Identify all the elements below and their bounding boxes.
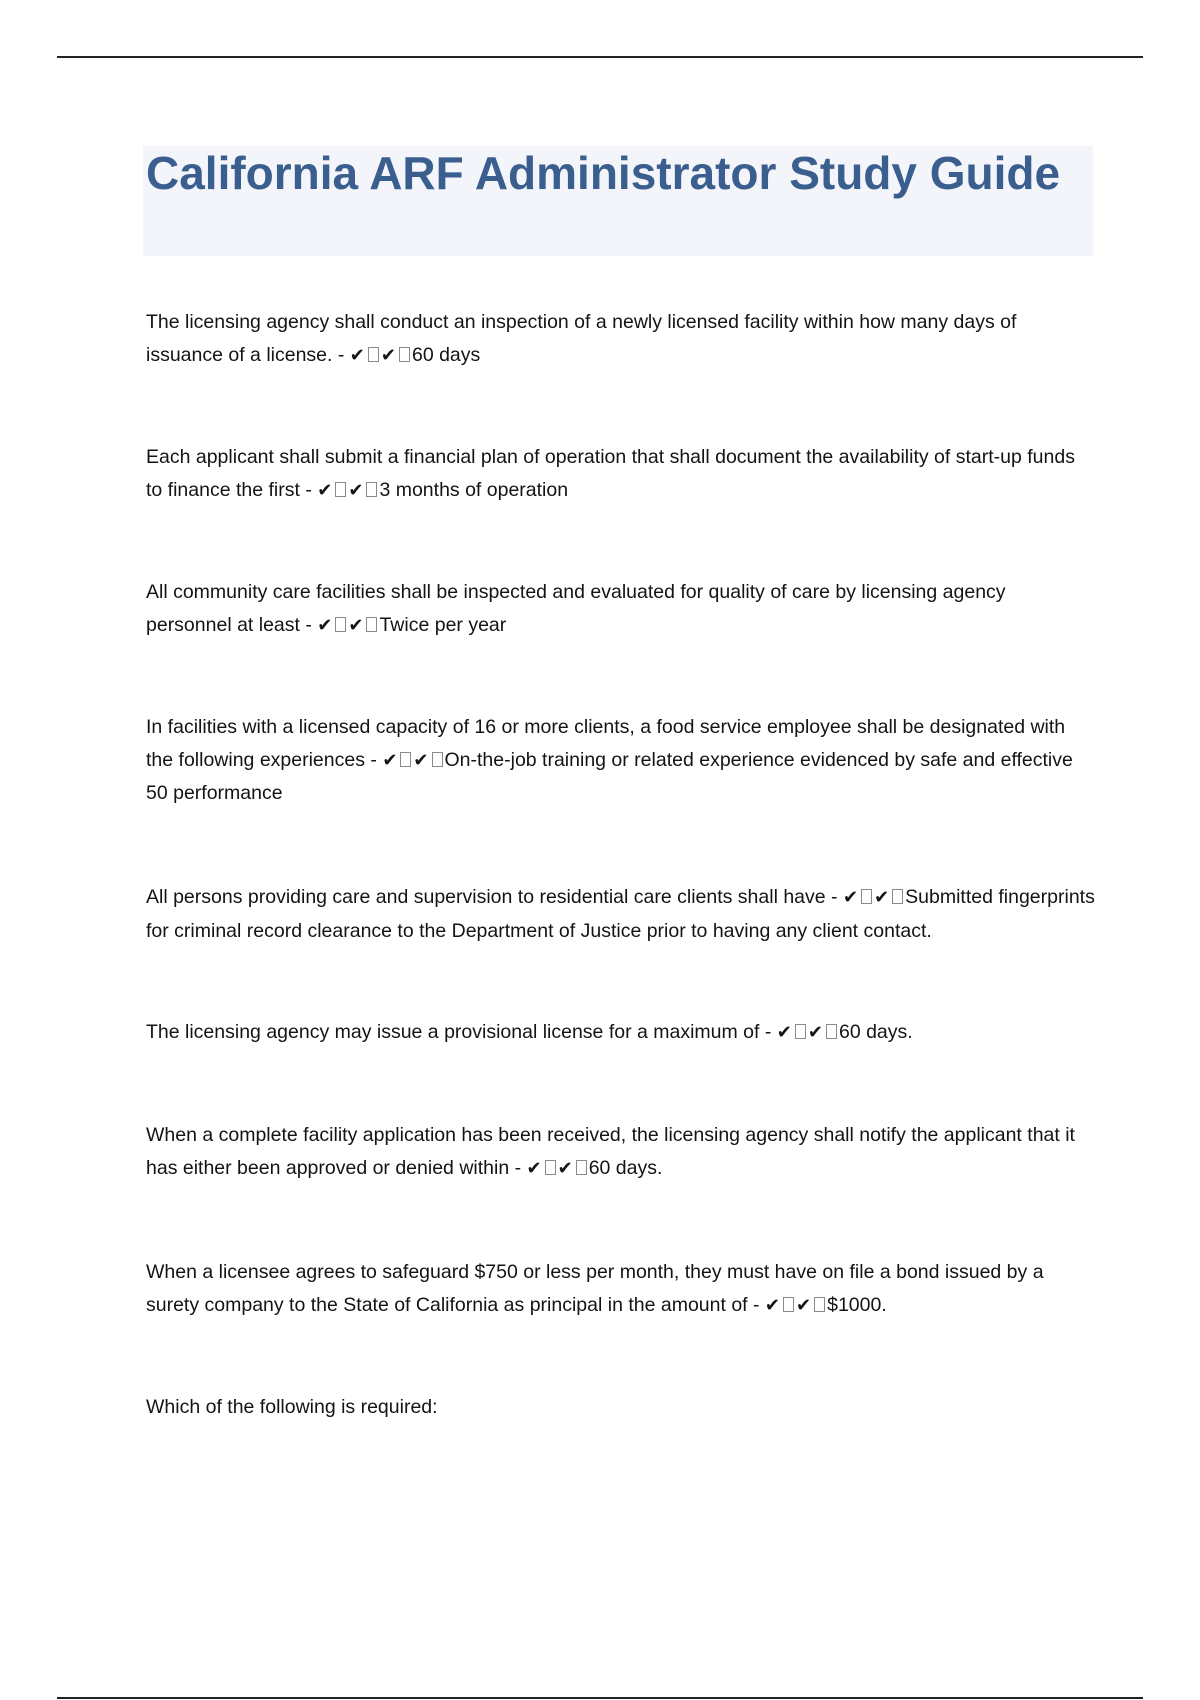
bottom-rule [57,1697,1143,1699]
separator: - [332,343,350,366]
checkbox-icon [368,347,379,362]
check-icon: ✔ [776,1022,792,1043]
check-icon: ✔ [349,344,365,366]
separator: - [759,1021,777,1043]
checkbox-icon [400,752,411,767]
checkbox-icon [783,1297,794,1312]
answer-text: Twice per year [379,613,507,636]
answer-text: 3 months of operation [379,478,569,501]
check-icon: ✔ [317,614,333,636]
qa-item-8 [146,1256,1096,1322]
question-text: In facilities with a licensed capacity of 16 or more clients, a food service employee shall be designated with the following experiences [146,716,1066,771]
separator: - [747,1293,765,1316]
answer-text: 60 days. [588,1156,663,1179]
separator: - [299,613,318,636]
check-icon: ✔ [874,887,890,908]
separator: - [364,748,383,771]
checkbox-icon [814,1297,825,1312]
check-icon: ✔ [348,614,364,636]
question-text: All persons providing care and supervision to residential care clients shall have [146,886,826,908]
answer-text: 60 days. [838,1021,913,1043]
check-icon: ✔ [764,1294,781,1316]
checkbox-icon [366,617,377,632]
question-text: The licensing agency may issue a provisional license for a maximum of [146,1021,760,1043]
qa-item-1 [146,306,1096,372]
qa-item-3 [146,576,1096,642]
answer-text: $1000. [827,1293,887,1316]
question-text: When a licensee agrees to safeguard $750 or less per month, they must have on file a bond issued by a surety company to the State of California as principal in the amount of [146,1261,1044,1316]
checkbox-icon [366,482,377,497]
question-text: The licensing agency shall conduct an inspection of a newly licensed facility within how many days of issuance of a license. [146,311,1017,366]
check-icon: ✔ [842,887,859,908]
check-icon: ✔ [380,344,396,366]
check-icon: ✔ [796,1294,812,1316]
checkbox-icon [576,1160,587,1175]
check-icon: ✔ [317,479,333,501]
check-icon: ✔ [807,1022,823,1043]
checkbox-icon [432,752,443,767]
answer-text: On-the-job training or related experience evidenced by safe and effective 50 performance [146,748,1073,804]
qa-item-6 [146,1016,1096,1050]
checkbox-icon [399,347,410,362]
checkbox-icon [892,889,903,904]
checkbox-icon [335,482,346,497]
checkbox-icon [826,1024,837,1039]
check-icon: ✔ [348,479,364,501]
document-title: California ARF Administrator Study Guide [146,147,1061,199]
check-icon: ✔ [557,1157,573,1179]
answer-text: Submitted fingerprints for criminal record clearance to the Department of Justice prior to having any client contact. [146,886,1095,942]
checkbox-icon [545,1160,556,1175]
question-text: All community care facilities shall be inspected and evaluated for quality of care by licensing agency personnel at least [146,581,1006,636]
separator: - [509,1156,527,1179]
check-icon: ✔ [382,749,398,771]
separator: - [825,886,843,908]
checkbox-icon [335,617,346,632]
separator: - [299,478,318,501]
checkbox-icon [795,1024,806,1039]
checkbox-icon [861,889,872,904]
question-text: Which of the following is required: [146,1396,438,1418]
qa-item-5 [146,881,1096,947]
qa-item-4 [146,711,1096,810]
question-text: Each applicant shall submit a financial plan of operation that shall document the availability of start-up funds to finance the first [146,446,1075,501]
qa-item-9 [146,1391,1096,1424]
check-icon: ✔ [413,749,429,771]
qa-item-7 [146,1119,1096,1185]
answer-text: 60 days [411,343,481,366]
qa-item-2 [146,441,1096,507]
question-text: When a complete facility application has been received, the licensing agency shall notify the applicant that it has either been approved or denied within [146,1124,1075,1179]
check-icon: ✔ [526,1157,542,1179]
top-rule [57,56,1143,58]
